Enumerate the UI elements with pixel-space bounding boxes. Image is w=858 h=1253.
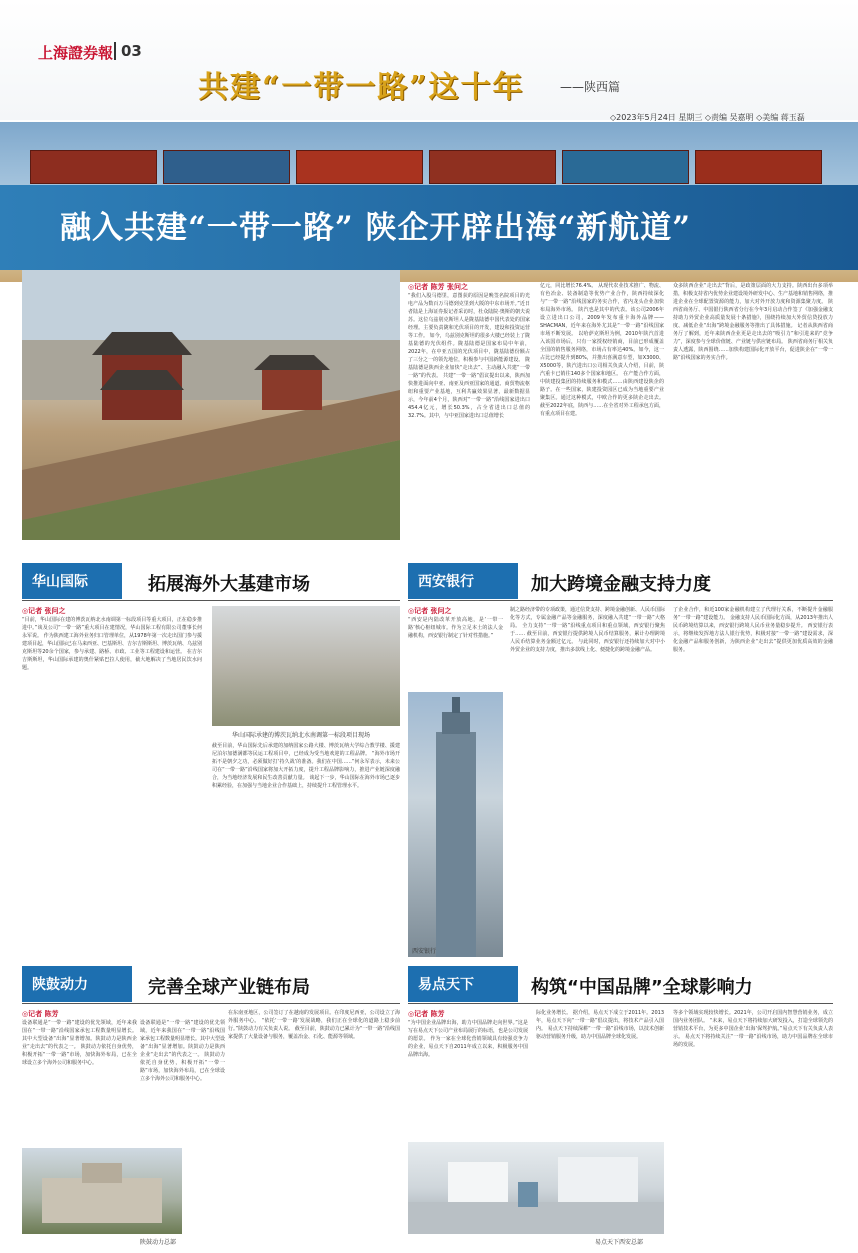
bank-building-photo bbox=[408, 692, 503, 957]
section-label: 陕鼓动力 bbox=[32, 977, 88, 993]
section-column-2: 截至目前，华山国际先后承建的加纳国家公路大楼、博茨瓦纳大学综合教学楼、援建尼泊尔加德满都等民运工程项目中，已经成为受当地欢迎的工程品牌。 “海外市场开拓不是朝夕之功，必须做好打‘持久战’的准备。我们在中国……”何永军表示，未来公司在“一带一路”沿线国家将加大开拓力度，提升工程品牌影响力，推进产业链深度融合，为当地经济发展和民生改善贡献力量。 谈起下一步，华山国际在海外市场已逐步积累经验，在加强与当地企业合作基础上，持续提升工程管理水平。 bbox=[212, 743, 400, 789]
section-column-3: 等多个领域实现较快增长。2021年，公司开启国内智慧营销业务，成立国内业务团队。 “未来，易点天下将持续加大研发投入，打造全球领先的营销技术平台，为更多中国企业‘出海’保驾护航。”易点天下有关负责人表示。 易点天下将持续关注“一带一路”沿线市场，助力中国品牌在全球市场的发展。 bbox=[673, 1010, 833, 1048]
section-column-1: 设备联通是“一带一路”建设的优先领域，近年来我国在“一带一路”沿线国家承包工程数量明显增长。其中大型设备“出海”显著增加。陕鼓动力是陕西企业“走出去”的代表之一。 陕鼓动力依托自身优势，积极开拓“一带一路”市场，加快海外布局，已在全球设立多个海外公司和服务中心。 bbox=[22, 1020, 137, 1066]
section-title: 拓展海外大基建市场 bbox=[148, 574, 310, 595]
photo-caption: 西安银行 bbox=[412, 948, 437, 955]
main-headline: 融入共建“一带一路” 陕企开辟出海“新航道” bbox=[60, 210, 692, 246]
series-subtitle: ——陕西篇 bbox=[560, 80, 621, 94]
section-column-1: “目前，华山国际在建的博茨瓦纳北水南调第一标段项目等重大项目，正在稳步推进中。”谈及公司“一带一路”重大项目在建情况，华山国际工程有限公司董事长何永军说。 作为陕西建工海外业务归口管理单位，从1978年第一次走出国门参与援建项目起，华山国际已在马来西亚、巴基斯坦、吉尔吉斯斯坦、博茨瓦纳、乌兹别克斯坦等20余个国家，参与承建、路桥、市政、工业等工程建设和运营。 在吉尔吉斯斯坦，华山国际承建的奥什紧贴巴拉人使用，截大地解决了当地居民饮水问题。 bbox=[22, 617, 202, 671]
section-column-2: 在东南亚地区，公司签订了在越南的发展项目。在印度尼西亚，公司设立了海外服务中心。 “依托‘一带一路’发展战略，我们正在全球化的道路上稳步前行。”陕鼓动力有关负责人说。 截至目前，陕鼓动力已累计为“一带一路”沿线国家提供了大量设备与服务，覆盖冶金、石化、能源等领域。 bbox=[228, 1010, 400, 1040]
lead-column-1: “我们入股马德里，意图获的原因是晚签名院项目的光电产品为数百万马德到克里到大阪的中东市场开。”近日者陆是上海证券报记者采访时，杜众陆院·奥斯的朝夫说苏。这位乌兹别克斯坦人是陇基陆德中国代表处的国家经理。主要负责陇和光伏项目的开发，建设和投资运营等工作。 如今，乌兹别克斯坦的很多大楼已经装上了陇基陆德的光伏组件。陇基陆德是国家布局中年前，2022年，在中亚五国的光伏项目中，陇基陆德份额占了三分之一的领先地位，积极参与中国新能源建设。 陇基陆德是陕西企业加快“走出去”、主动融入共建“一带一路”的代表。 共建“一带一路”倡议提出以来，陕西加快推进面向中亚、南亚及西亚国家的通道、商贸物流枢纽和重要产业基地，互利共赢效果显著，最新数据显示，今年前4个月，陕西对“一带一路”沿线国家进出口454.4亿元，增长50.3%，占全省进出口总值的32.7%。其中，与中亚国家进出口总值增长 bbox=[408, 293, 530, 419]
section-label: 西安银行 bbox=[418, 574, 474, 590]
section-column-1b: 设备联通是“一带一路”建设的优先领域，近年来我国在“一带一路”沿线国家承包工程数量明显增长。其中大型设备“出海”显著增加。陕鼓动力是陕西企业“走出去”的代表之一。 陕鼓动力依托自身优势，积极开拓“一带一路”市场，加快海外布局，已在全球设立多个海外公司和服务中心。 bbox=[140, 1020, 225, 1082]
container-car bbox=[30, 150, 157, 184]
divider bbox=[22, 600, 400, 601]
container-car bbox=[695, 150, 822, 184]
section-byline: ◎记者 陈芳 bbox=[408, 1010, 445, 1018]
page-number-divider bbox=[114, 42, 116, 60]
city-wall-photo bbox=[22, 270, 400, 540]
section-label: 易点天下 bbox=[418, 977, 474, 993]
skyscraper-illustration bbox=[408, 692, 503, 957]
divider bbox=[22, 1003, 400, 1004]
building-illustration bbox=[22, 1148, 182, 1234]
office-interior-illustration bbox=[408, 1142, 664, 1234]
section-title: 加大跨境金融支持力度 bbox=[531, 574, 711, 595]
city-wall-illustration bbox=[22, 270, 400, 540]
section-column-3: 了企业合作，和近100家金融机构建立了代理行关系，不断提升金融服务“一带一路”建设能力。 金融支持人民币国际化方面，从2013年推出人民币跨境结算以来，西安银行跨境人民币业务量稳步提升。 西安银行表示，将继续发挥地方法人银行优势，积极对接“一带一路”建设需求，深化金融产品和服务创新，为陕西企业“走出去”提供更加优质高效的金融服务。 bbox=[673, 607, 833, 653]
section-title: 完善全球产业链布局 bbox=[148, 977, 310, 998]
container-car bbox=[562, 150, 689, 184]
masthead-logo: 上海證券報 bbox=[38, 44, 114, 62]
section-byline: ◎记者 陈芳 bbox=[22, 1010, 59, 1018]
section-byline: ◎记者 张问之 bbox=[22, 607, 66, 615]
office-photo bbox=[408, 1142, 664, 1234]
section-byline: ◎记者 张问之 bbox=[408, 607, 452, 615]
divider bbox=[408, 1003, 833, 1004]
lead-column-2: 亿元，同比增长76.4%。 从现代农业技术推广、物流、有色冶金、装备制造等优势产业合作，陕西持续深化与“一带一路”沿线国家的务实合作，省内龙头企业加快布局海外市场。 陕汽也是其中的代表。该公司2006年设立进出口公司，2009年发布重卡海外品牌——SHACMAN，近年来在海外尤其是“一带一路”沿线国家市场不断发展。 以哈萨克斯坦为例，2010年陕汽首进入该国市场后，只有一家授权经销商，目前已形成覆盖全国的销售服务网络，市场占有率达40%。如今，这一占比已经提升到80%，并推出喜满意车型，如X3000、X5000等，陕汽进出口公司相关负责人介绍，目前，陕汽重卡已销往140多个国家和地区。 在产能合作方面，中陕建投集团的持续服务和模式……由陕西建设陕企的路子。在一些国家，陕建投资园区已成为当地重要产业聚集区。通过这种模式，中欧合作的更多陕企走出去。 截至2022年底，陕西与……在全省对外工程承包方面，有重点项目在建。 bbox=[540, 283, 664, 417]
section-label: 华山国际 bbox=[32, 574, 88, 590]
container-car bbox=[429, 150, 556, 184]
headquarters-photo bbox=[22, 1148, 182, 1234]
section-column-1: “为中国企业品牌出海，助力中国品牌走向世界。”这是写在易点天下公司产业布局展厅的标语，也是公司发展的愿景。 作为一家在全球化营销领域具有较强竞争力的企业，易点天下自2011年成立以来，积极服务中国品牌出海。 bbox=[408, 1020, 528, 1058]
container-car bbox=[163, 150, 290, 184]
dateline: ◇2023年5月24日 星期三 ◇责编 吴嘉明 ◇美编 蒋玉磊 bbox=[610, 113, 805, 122]
photo-caption: 易点天下西安总部 bbox=[595, 1239, 644, 1246]
photo-caption: 陕鼓动力总部 bbox=[140, 1239, 177, 1246]
section-title: 构筑“中国品牌”全球影响力 bbox=[531, 977, 753, 998]
construction-photo bbox=[212, 606, 400, 726]
container-car bbox=[296, 150, 423, 184]
section-column-2: 际化业务增长。 据介绍，易点天下成立于2011年。2013年，易点天下向“一带一路”倡议提出，将技术产品引入国内。 易点天下持续深耕“一带一路”沿线市场，以技术创新驱动营销服务升级，助力中国品牌全球化发展。 bbox=[536, 1010, 664, 1040]
section-column-1: “西安是内陆改革开放高地，是‘一带一路’核心枢纽城市。作为立足本土的法人金融机构，西安银行制定了针对性措施。” bbox=[408, 617, 503, 639]
lead-byline: ◎记者 陈芳 张问之 bbox=[408, 283, 468, 291]
series-title: 共建“一带一路”这十年 bbox=[198, 70, 525, 105]
divider bbox=[408, 600, 833, 601]
lead-column-3: 众多陕西企业“走出去”背后，是政策层面的大力支持。陕西出台多项举措，积极支持省内优势企业建设境外研发中心、生产基地和销售网络，推进企业在全球配置资源的能力，加大对外开放力度和资源集聚力度。 陕西省商务厅、中国银行陕西省分行在今年3月启动合作签了《加强金融支持助力外贸企业高质量发展十条措施》，围绕持续加大外贸信贷投放力度、减低企业“出海”跨境金融服务等推出了具体措施。 记者从陕西省商务厅了解到，近年来陕西企业更是走出去的“吸引力”和引进来的“竞争力”，深度参与全球价值链、产业链与供应链布局。 陕西省商务厅相关负责人透露，陕西围绕……加快构建国际化开放平台，促进陕企在“一带一路”沿线国家的务实合作。 bbox=[673, 283, 833, 361]
section-column-2: 制之路经济带的专项政策，通过信贷支持、跨境金融创新、人民币国际化等方式，专属金融产品等金融服务，深度融入共建“一带一路”大格局。 全力支持“一带一路”沿线重点项目和重点领域，西安银行聚焦于…… 截至目前，西安银行提供跨境人民币结算服务，累计办理跨境人民币结算业务金额过亿元。 与此同时，西安银行还持续加大对中小外贸企业的支持力度，推出多款线上化、便捷化的跨境金融产品。 bbox=[510, 607, 665, 653]
page-number: 03 bbox=[121, 42, 142, 60]
photo-caption: 华山国际承建的博茨瓦纳北水南调第一标段项目现场 bbox=[232, 732, 371, 739]
